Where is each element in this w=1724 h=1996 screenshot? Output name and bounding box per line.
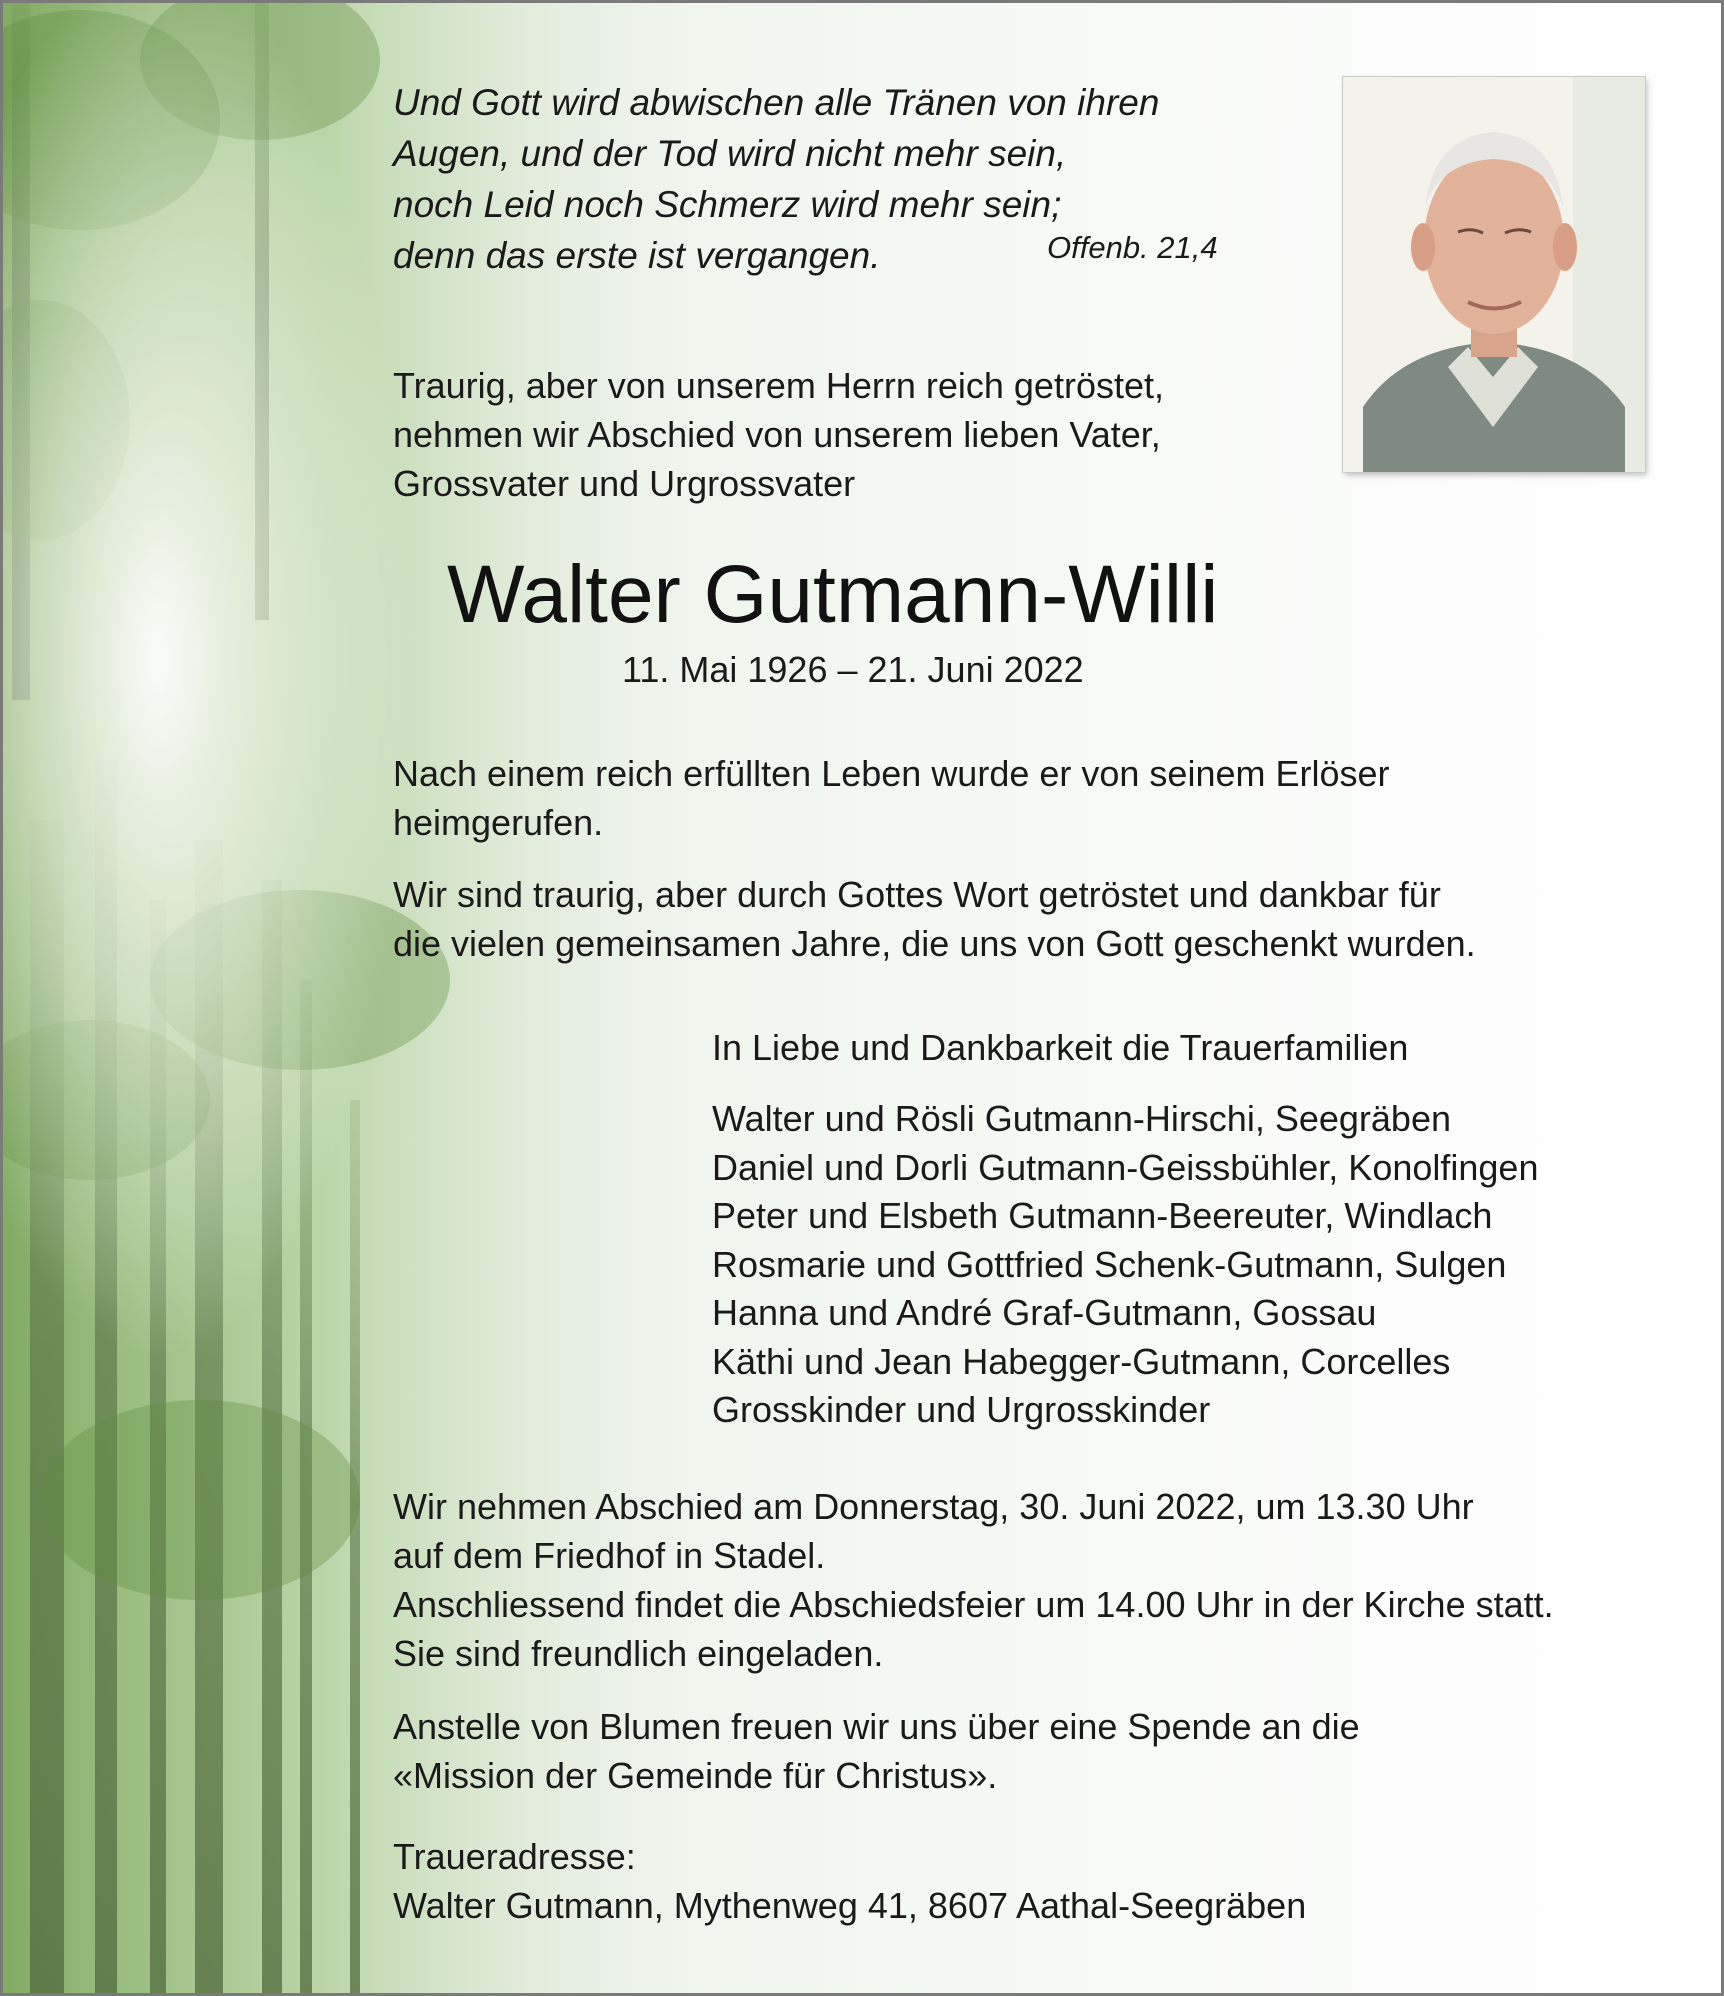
- forest-background-image: [0, 0, 720, 1996]
- donation-note: [393, 1702, 1360, 1800]
- life-dates: 11. Mai 1926 – 21. Juni 2022: [622, 649, 1084, 690]
- intro-line: Grossvater und Urgrossvater: [393, 463, 856, 504]
- portrait-photo: [1343, 77, 1645, 472]
- paragraph-line: Wir sind traurig, aber durch Gottes Wort getröstet und dankbar für: [393, 874, 1441, 915]
- family-member: Walter und Rösli Gutmann-Hirschi, Seegräben: [712, 1098, 1451, 1139]
- family-intro-line: In Liebe und Dankbarkeit die Trauerfamilien: [712, 1027, 1409, 1068]
- verse-line: Und Gott wird abwischen alle Tränen von ihren: [393, 82, 1160, 123]
- family-member: Peter und Elsbeth Gutmann-Beereuter, Windlach: [712, 1195, 1493, 1236]
- deceased-name: Walter Gutmann-Willi: [447, 549, 1219, 640]
- paragraph-homecoming: [393, 749, 1390, 847]
- address-label: Traueradresse:: [393, 1836, 636, 1877]
- portrait-photo-icon: [1343, 77, 1645, 472]
- verse-line: noch Leid noch Schmerz wird mehr sein;: [393, 184, 1062, 225]
- family-intro: [712, 1023, 1408, 1072]
- donation-line: Anstelle von Blumen freuen wir uns über eine Spende an die: [393, 1706, 1360, 1747]
- intro-line: Traurig, aber von unserem Herrn reich getröstet,: [393, 365, 1164, 406]
- verse-line: denn das erste ist vergangen.: [393, 235, 881, 276]
- intro-text: [393, 361, 1164, 508]
- bible-verse: [393, 77, 1159, 281]
- intro-line: nehmen wir Abschied von unserem lieben Vater,: [393, 414, 1161, 455]
- verse-reference: Offenb. 21,4: [1047, 230, 1218, 265]
- paragraph-line: heimgerufen.: [393, 802, 604, 843]
- mourning-address: [393, 1832, 1306, 1930]
- donation-line: «Mission der Gemeinde für Christus».: [393, 1755, 998, 1796]
- family-members-list: [712, 1095, 1538, 1435]
- paragraph-gratitude: [393, 870, 1476, 968]
- funeral-line: Wir nehmen Abschied am Donnerstag, 30. Juni 2022, um 13.30 Uhr: [393, 1486, 1474, 1527]
- funeral-details: [393, 1482, 1554, 1678]
- family-member: Daniel und Dorli Gutmann-Geissbühler, Konolfingen: [712, 1146, 1539, 1188]
- family-member: Hanna und André Graf-Gutmann, Gossau: [712, 1292, 1377, 1333]
- family-member: Käthi und Jean Habegger-Gutmann, Corcelles: [712, 1340, 1451, 1382]
- paragraph-line: die vielen gemeinsamen Jahre, die uns von Gott geschenkt wurden.: [393, 923, 1476, 964]
- family-member: Rosmarie und Gottfried Schenk-Gutmann, Sulgen: [712, 1243, 1507, 1285]
- paragraph-line: Nach einem reich erfüllten Leben wurde er von seinem Erlöser: [393, 753, 1390, 794]
- funeral-line: Anschliessend findet die Abschiedsfeier um 14.00 Uhr in der Kirche statt.: [393, 1584, 1554, 1625]
- verse-line: Augen, und der Tod wird nicht mehr sein,: [393, 133, 1067, 174]
- funeral-line: Sie sind freundlich eingeladen.: [393, 1633, 884, 1674]
- funeral-line: auf dem Friedhof in Stadel.: [393, 1535, 826, 1576]
- address-value: Walter Gutmann, Mythenweg 41, 8607 Aathal-Seegräben: [393, 1885, 1307, 1926]
- family-member: Grosskinder und Urgrosskinder: [712, 1389, 1211, 1430]
